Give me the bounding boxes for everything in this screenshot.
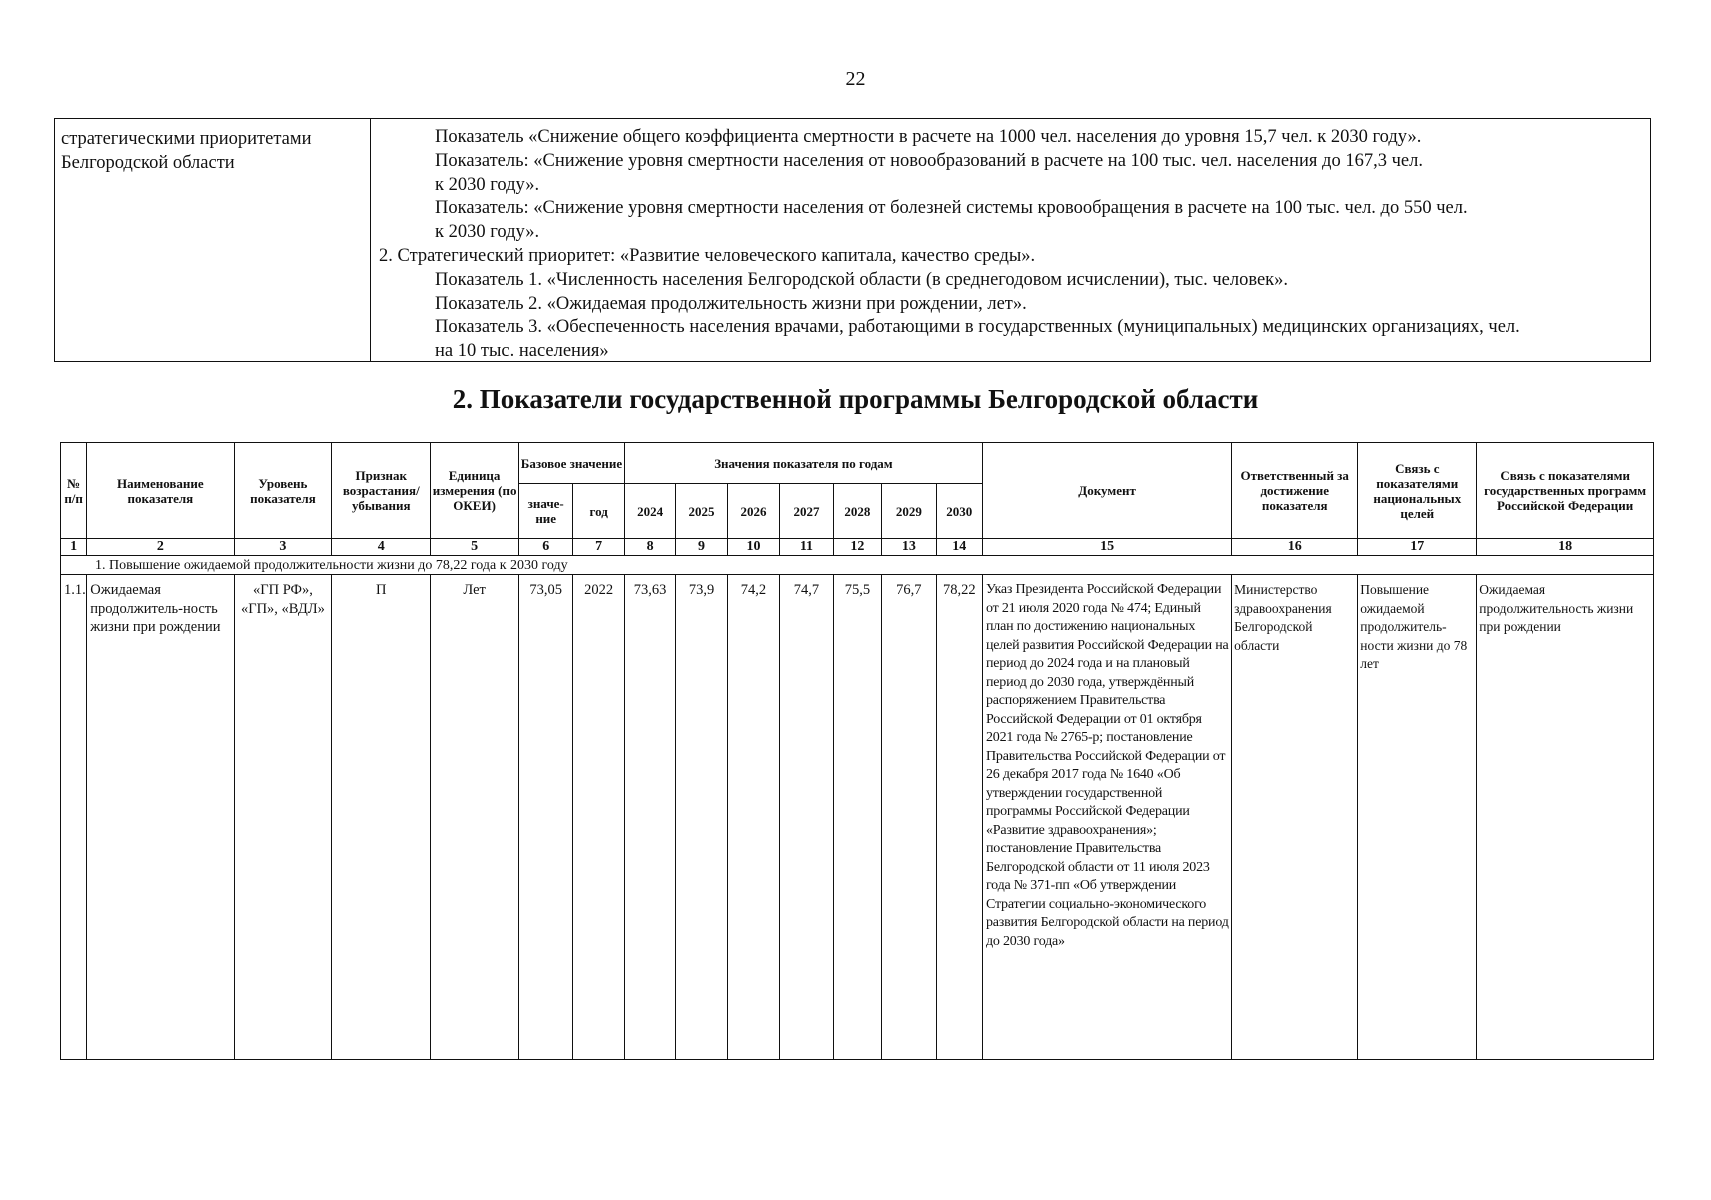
header-year: 2025 <box>676 484 727 539</box>
column-number: 15 <box>982 539 1231 556</box>
row-value: 74,2 <box>727 575 779 1060</box>
indicators-table <box>60 442 1654 1060</box>
line-text: Показатель: «Снижение уровня смертности населения от новообразований в расчете на 100 тыс. чел. населения до 167,3 чел. <box>435 150 1423 171</box>
column-numbers-row <box>61 539 1654 556</box>
header-values-by-year: Значения показателя по годам <box>624 443 982 484</box>
header-level: Уровень показателя <box>234 443 332 539</box>
header-base: Базовое значение <box>518 443 624 484</box>
row-value: 75,5 <box>833 575 881 1060</box>
line-continuation: к 2030 году». <box>435 174 540 195</box>
page-number: 22 <box>845 68 866 90</box>
column-number: 17 <box>1358 539 1477 556</box>
top-right-cell <box>371 119 1650 368</box>
column-number: 9 <box>676 539 727 556</box>
header-document: Документ <box>982 443 1231 539</box>
column-number: 5 <box>431 539 519 556</box>
column-number: 13 <box>882 539 936 556</box>
row-name: Ожидаемая продолжитель-ность жизни при рождении <box>87 575 234 1060</box>
top-left-cell: стратегическими приоритетами Белгородской области <box>55 119 371 361</box>
header-unit: Единица измерения (по ОКЕИ) <box>431 443 519 539</box>
line-text: Показатель: «Снижение уровня смертности населения от болезней системы кровообращения в расчете на 100 тыс. чел. до 550 чел. <box>435 198 1468 219</box>
header-responsible: Ответственный за достижение показателя <box>1232 443 1358 539</box>
column-number: 18 <box>1477 539 1654 556</box>
column-number: 7 <box>573 539 624 556</box>
header-year: 2027 <box>780 484 833 539</box>
section-title: 2. Показатели государственной программы Белгородской области <box>452 384 1259 414</box>
column-number: 4 <box>332 539 431 556</box>
line-text: Показатель 3. «Обеспеченность населения врачами, работающими в государственных (муниципальных) медицинских организациях, чел. <box>435 317 1520 338</box>
header-year: 2026 <box>727 484 779 539</box>
header-trend: Признак возрастания/ убывания <box>332 443 431 539</box>
row-base-year: 2022 <box>573 575 624 1060</box>
row-responsible: Министерство здравоохранения Белгородской области <box>1232 575 1358 1060</box>
line-text: Показатель 1. «Численность населения Белгородской области (в среднегодовом исчислении), тыс. человек». <box>435 269 1289 290</box>
header-num: № п/п <box>61 443 87 539</box>
line-text: Показатель «Снижение общего коэффициента смертности в расчете на 1000 чел. населения до уровня 15,7 чел. к 2030 году». <box>435 127 1422 147</box>
row-link-national: Повышение ожидаемой продолжитель-ности жизни до 78 лет <box>1358 575 1477 1060</box>
row-trend: П <box>332 575 431 1060</box>
indicator-line <box>371 126 1650 150</box>
row-unit: Лет <box>431 575 519 1060</box>
column-number: 11 <box>780 539 833 556</box>
row-link-programs: Ожидаемая продолжительность жизни при рождении <box>1477 575 1654 1060</box>
line-continuation: к 2030 году». <box>435 222 540 243</box>
section-row: 1. Повышение ожидаемой продолжительности жизни до 78,22 года к 2030 году <box>61 556 1654 575</box>
header-year: 2030 <box>936 484 982 539</box>
table-row <box>61 575 1654 1060</box>
column-number: 16 <box>1232 539 1358 556</box>
row-level: «ГП РФ», «ГП», «ВДЛ» <box>234 575 332 1060</box>
row-value: 74,7 <box>780 575 833 1060</box>
header-year: 2024 <box>624 484 675 539</box>
header-link-programs: Связь с показателями государственных программ Российской Федерации <box>1477 443 1654 539</box>
column-number: 14 <box>936 539 982 556</box>
row-value: 78,22 <box>936 575 982 1060</box>
strategic-priorities-table <box>54 118 1651 362</box>
indicator-line <box>371 197 1650 245</box>
column-number: 8 <box>624 539 675 556</box>
header-year: 2029 <box>882 484 936 539</box>
line-continuation: на 10 тыс. населения» <box>435 341 609 362</box>
header-year: 2028 <box>833 484 881 539</box>
column-number: 6 <box>518 539 572 556</box>
header-name: Наименование показателя <box>87 443 234 539</box>
row-value: 73,63 <box>624 575 675 1060</box>
row-document: Указ Президента Российской Федерации от 21 июля 2020 года № 474; Единый план по достижению национальных целей развития Российской Федерации на период до 2024 года и на плановый период до 2030 года, утверждённый распоряжением Правительства Российской Федерации от 01 октября 2021 года № 2765-р; постановление Правительства Российской Федерации от 26 декабря 2017 года № 1640 «Об утверждении государственной программы Российской Федерации «Развитие здравоохранения»; постановление Правительства Белгородской области от 11 июля 2023 года № 371-пп «Об утверждении Стратегии социально-экономического развития Белгородской области на период до 2030 года» <box>982 575 1231 1060</box>
line-text: Показатель 2. «Ожидаемая продолжительность жизни при рождении, лет». <box>435 293 1027 314</box>
row-value: 73,9 <box>676 575 727 1060</box>
indicator-line <box>371 269 1650 293</box>
header-base-year: год <box>573 484 624 539</box>
indicator-line <box>371 150 1650 198</box>
row-base-value: 73,05 <box>518 575 572 1060</box>
column-number: 1 <box>61 539 87 556</box>
header-base-value: значе-ние <box>518 484 572 539</box>
row-num: 1.1. <box>61 575 87 1060</box>
column-number: 3 <box>234 539 332 556</box>
line-text: 2. Стратегический приоритет: «Развитие человеческого капитала, качество среды». <box>379 245 1036 266</box>
column-number: 12 <box>833 539 881 556</box>
column-number: 10 <box>727 539 779 556</box>
strategic-priority-line <box>371 245 1650 269</box>
row-value: 76,7 <box>882 575 936 1060</box>
indicator-line <box>371 316 1650 364</box>
indicator-line <box>371 293 1650 317</box>
header-link-national: Связь с показателями национальных целей <box>1358 443 1477 539</box>
column-number: 2 <box>87 539 234 556</box>
